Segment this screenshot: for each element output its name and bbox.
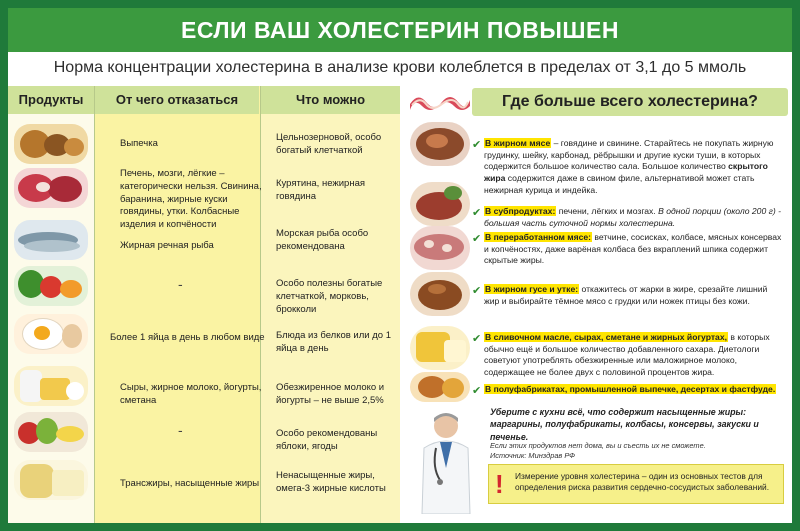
header-refuse: От чего отказаться (95, 86, 259, 114)
source-item: В субпродуктах: печени, лёгких и мозгах. В одной порции (около 200 г) - большая часть суточной нормы холестерина. (484, 206, 781, 228)
note-source: Источник: Минздрав РФ (490, 451, 576, 461)
fish-icon (14, 220, 88, 260)
refuse-cell: Выпечка (120, 138, 158, 149)
page-title: ЕСЛИ ВАШ ХОЛЕСТЕРИН ПОВЫШЕН (8, 8, 792, 52)
refuse-cell: Печень, мозги, лёгкие – категорически нельзя. Свинина, баранина, жирные куски говядины, утки. Колбасные изделия и копчёности (120, 168, 262, 231)
doctor-icon (418, 408, 474, 514)
offal-icon (410, 182, 470, 226)
check-icon: ✔ (472, 285, 482, 297)
refuse-cell: - (178, 276, 183, 292)
cholesterol-sources (400, 86, 792, 523)
allowed-cell: Цельнозерновой, особо богатый клетчаткой (276, 132, 382, 156)
refuse-cell: Жирная речная рыба (120, 240, 214, 251)
warning-icon: ! (495, 469, 504, 499)
source-item: В жирном гусе и утке: откажитесь от жарки в жире, срезайте лишний жир и выбирайте тёмное мясо с грудки или ножек птицы без кожи. (484, 284, 768, 306)
bread-icon (14, 124, 88, 164)
allowed-cell: Ненасыщенные жиры, омега-3 жирные кислоты (276, 470, 386, 494)
source-item: В сливочном масле, сырах, сметане и жирных йогуртах, в которых обычно ещё и большое количество добавленного сахара. Диетологи советуют употреблять обезжиренные или маложирное молоко, содержащее не более двух с половиной процентов жира. (484, 332, 770, 378)
allowed-cell: Блюда из белков или до 1 яйца в день (276, 330, 391, 354)
egg-icon (14, 314, 88, 354)
check-icon: ✔ (472, 385, 482, 397)
check-icon: ✔ (472, 139, 482, 151)
fast-food-icon (410, 372, 470, 402)
check-icon: ✔ (472, 333, 482, 345)
meat-plate-icon (410, 122, 470, 166)
refuse-cell: Более 1 яйца в день в любом виде (110, 332, 265, 343)
source-item: В полуфабрикатах, промышленной выпечке, десертах и фастфуде. (485, 384, 776, 394)
allowed-cell: Особо рекомендованы яблоки, ягоды (276, 428, 378, 452)
divider (94, 86, 95, 523)
allowed-cell: Обезжиренное молоко и йогурты – не выше 2,5% (276, 382, 385, 406)
refuse-cell: Сыры, жирное молоко, йогурты, сметана (120, 382, 262, 406)
dairy-icon (14, 366, 88, 406)
sausage-icon (410, 226, 470, 270)
poster (8, 8, 792, 523)
meat-icon (14, 168, 88, 208)
bacon-ribbon-icon (408, 90, 472, 114)
refuse-cell: Трансжиры, насыщенные жиры (120, 478, 260, 489)
note-line: Если этих продуктов нет дома, вы и съесть их не сможете. (490, 441, 706, 450)
oil-icon (14, 460, 88, 500)
allowed-cell: Морская рыба особо рекомендована (276, 228, 369, 252)
vegetables-icon (14, 266, 88, 306)
source-note (490, 441, 782, 462)
warning-text: Измерение уровня холестерина – один из основных тестов для определения риска развития сердечно-сосудистых заболеваний. (515, 471, 770, 493)
sources-title: Где больше всего холестерина? (472, 88, 788, 116)
divider (260, 86, 261, 523)
fruit-icon (14, 412, 88, 452)
allowed-cell: Особо полезны богатые клетчаткой, морковь, брокколи (276, 278, 383, 315)
roast-goose-icon (410, 272, 470, 316)
source-item: В переработанном мясе: ветчине, сосисках, колбасе, мясных консервах и копчёностях, даже варёная колбаса без вкраплений шпика содержит скрытые жиры. (484, 232, 782, 266)
header-products: Продукты (8, 86, 94, 114)
source-item: В жирном мясе – говядине и свинине. Старайтесь не покупать жирную грудинку, шейку, карбонад, рёбрышки и другие куски туши, в которых содержится большое количество сала. Большое количество скрытого жира содержится даже в свином филе, альтернативой может стать нежирная курица и индейка. (484, 138, 774, 195)
food-table (8, 86, 400, 523)
refuse-cell: - (178, 422, 183, 438)
butter-cheese-icon (410, 326, 470, 370)
check-icon: ✔ (472, 207, 482, 219)
advice-text: Уберите с кухни всё, что содержит насыщенные жиры: маргарины, полуфабрикаты, колбасы, консервы, закуски и печенье. (490, 407, 759, 442)
warning-box (488, 464, 784, 504)
header-allowed: Что можно (261, 86, 400, 114)
page-subtitle: Норма концентрации холестерина в анализе крови колеблется в пределах от 3,1 до 5 ммоль (53, 59, 747, 76)
allowed-cell: Курятина, нежирная говядина (276, 178, 366, 202)
check-icon: ✔ (472, 233, 482, 245)
refuse-column (94, 86, 260, 523)
